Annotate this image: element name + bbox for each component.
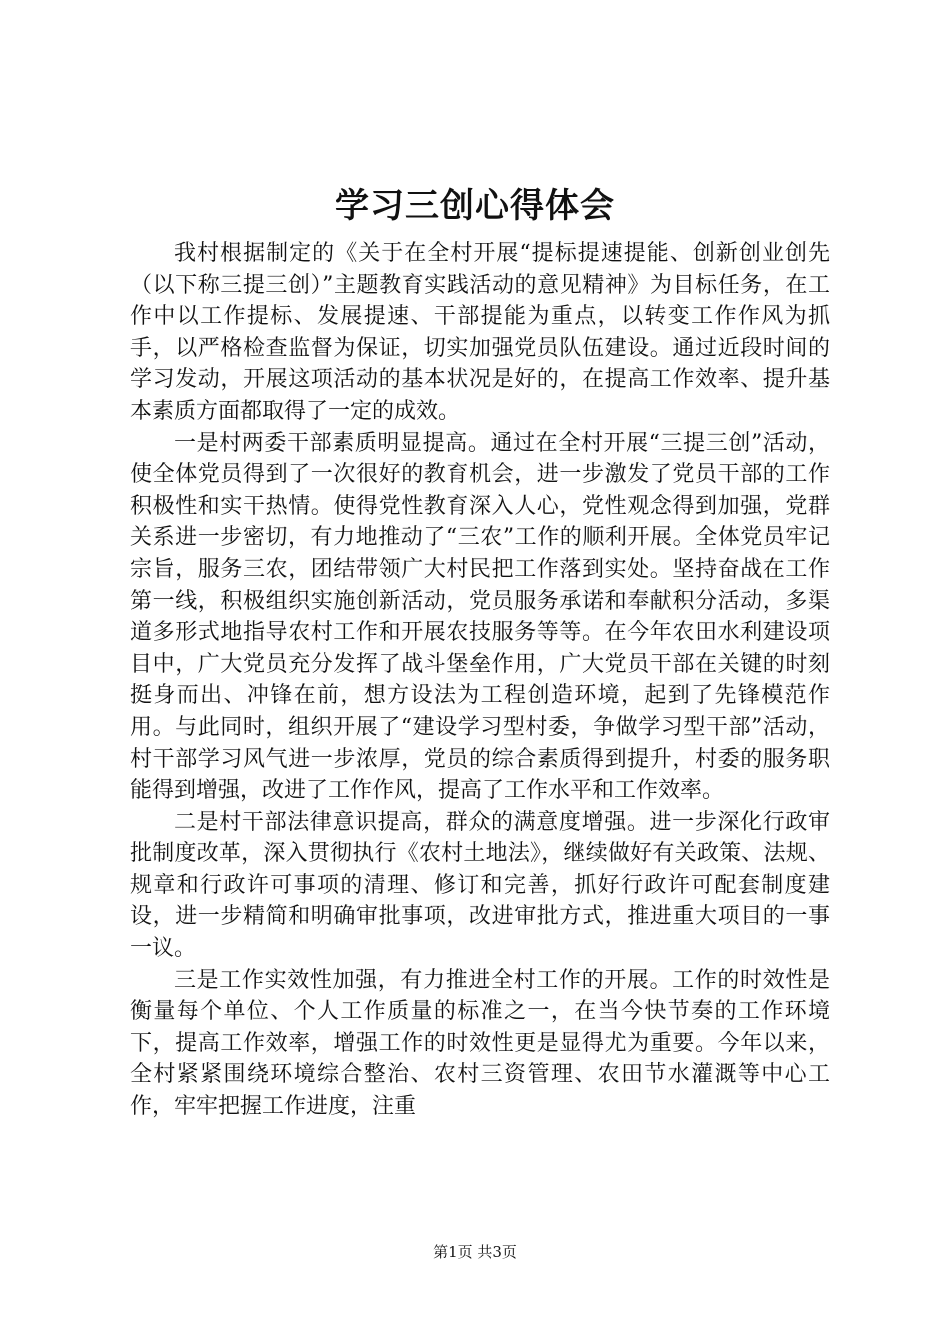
paragraph-point-one: 一是村两委干部素质明显提高。通过在全村开展“三提三创”活动，使全体党员得到了一次很好的教育机会，进一步激发了党员干部的工作积极性和实干热情。使得党性教育深入人心，党性观念得到加强，党群关系进一步密切，有力地推动了“三农”工作的顺利开展。全体党员牢记宗旨，服务三农，团结带领广大村民把工作落到实处。坚持奋战在工作第一线，积极组织实施创新活动，党员服务承诺和奉献积分活动，多渠道多形式地指导农村工作和开展农技服务等等。在今年农田水利建设项目中，广大党员充分发挥了战斗堡垒作用，广大党员干部在关键的时刻挺身而出、冲锋在前，想方设法为工程创造环境，起到了先锋模范作用。与此同时，组织开展了“建设学习型村委，争做学习型干部”活动，村干部学习风气进一步浓厚，党员的综合素质得到提升，村委的服务职能得到增强，改进了工作作风，提高了工作水平和工作效率。 <box>130 430 830 804</box>
paragraph-point-two: 二是村干部法律意识提高，群众的满意度增强。进一步深化行政审批制度改革，深入贯彻执行《农村土地法》，继续做好有关政策、法规、规章和行政许可事项的清理、修订和完善，抓好行政许可配套制度建设，进一步精简和明确审批事项，改进审批方式，推进重大项目的一事一议。 <box>130 809 830 962</box>
paragraph-point-three: 三是工作实效性加强，有力推进全村工作的开展。工作的时效性是衡量每个单位、个人工作质量的标准之一，在当今快节奏的工作环境下，提高工作效率，增强工作的时效性更是显得尤为重要。今年以来，全村紧紧围绕环境综合整治、农村三资管理、农田节水灌溉等中心工作，牢牢把握工作进度，注重 <box>130 967 830 1120</box>
document-body <box>130 238 830 1123</box>
document-title: 学习三创心得体会 <box>335 186 615 226</box>
page-footer: 第1页 共3页 <box>433 1243 517 1261</box>
paragraph-intro: 我村根据制定的《关于在全村开展“提标提速提能、创新创业创先（以下称三提三创）”主题教育实践活动的意见精神》为目标任务，在工作中以工作提标、发展提速、干部提能为重点，以转变工作作风为抓手，以严格检查监督为保证，切实加强党员队伍建设。通过近段时间的学习发动，开展这项活动的基本状况是好的，在提高工作效率、提升基本素质方面都取得了一定的成效。 <box>130 241 830 424</box>
